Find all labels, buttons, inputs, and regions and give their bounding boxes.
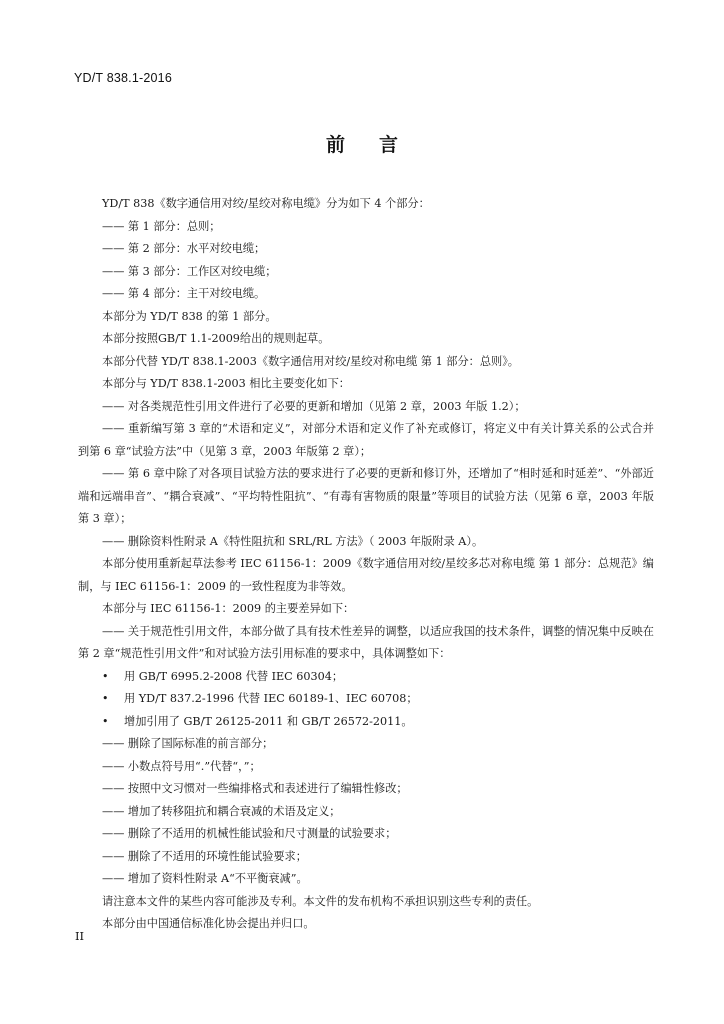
list-item-change-3: —— 第 6 章中除了对各项目试验方法的要求进行了必要的更新和修订外，还增加了“相时延和时延差”、“外部近端和远端串音”、“耦合衰减”、“平均特性阻抗”、“有毒有害物质的限量”等项目的试验方法（见第 6 章，2003 年版第 3 章）；: [78, 467, 654, 525]
standard-code: YD/T 838.1-2016: [74, 71, 172, 85]
list-item-part-4: —— 第 4 部分：主干对绞电缆。: [102, 287, 266, 300]
paragraph-drafting-rules: 本部分按照GB/T 1.1-2009给出的规则起草。: [102, 332, 330, 345]
paragraph-replaces: 本部分代替 YD/T 838.1-2003《数字通信用对绞/星绞对称电缆 第 1 部分：总则》。: [102, 354, 519, 368]
list-item-difference-1: —— 关于规范性引用文件，本部分做了具有技术性差异的调整，以适应我国的技术条件，调整的情况集中反映在第 2 章“规范性引用文件”和对试验方法引用标准的要求中，具体调整如下：: [78, 624, 654, 660]
list-item-change-2: —— 重新编写第 3 章的“术语和定义”，对部分术语和定义作了补充或修订，将定义中有关计算关系的公式合并到第 6 章“试验方法”中（见第 3 章，2003 年版第 2 章）；: [78, 422, 654, 458]
paragraph-part-statement: 本部分为 YD/T 838 的第 1 部分。: [102, 309, 277, 323]
bullet-item-1: • 用 GB/T 6995.2-2008 代替 IEC 60304；: [78, 666, 654, 689]
paragraph-differences-intro: 本部分与 IEC 61156-1：2009 的主要差异如下：: [102, 602, 355, 615]
list-item-change-4: —— 删除资料性附录 A《特性阻抗和 SRL/RL 方法》（ 2003 年版附录 A）。: [102, 534, 484, 548]
list-item-difference-6: —— 删除了不适用的机械性能试验和尺寸测量的试验要求；: [102, 827, 397, 840]
list-item-part-3: —— 第 3 部分：工作区对绞电缆；: [102, 264, 277, 278]
list-item-difference-7: —— 删除了不适用的环境性能试验要求；: [102, 849, 307, 863]
paragraph-iec-reference: 本部分使用重新起草法参考 IEC 61156-1：2009《数字通信用对绞/星绞多芯对称电缆 第 1 部分：总规范》编制，与 IEC 61156-1：2009 的一致性程度为非等效。: [78, 557, 654, 593]
list-item-part-2: —— 第 2 部分：水平对绞电缆；: [102, 242, 266, 255]
paragraph-patent-notice: 请注意本文件的某些内容可能涉及专利。本文件的发布机构不承担识别这些专利的责任。: [102, 894, 539, 908]
page-title: 前言: [325, 134, 432, 156]
paragraph-changes-intro: 本部分与 YD/T 838.1-2003 相比主要变化如下：: [102, 377, 350, 390]
list-item-difference-4: —— 按照中文习惯对一些编排格式和表述进行了编辑性修改；: [102, 782, 408, 795]
page-number: II: [75, 929, 85, 943]
bullet-item-2: • 用 YD/T 837.2-1996 代替 IEC 60189-1、IEC 60708；: [78, 688, 654, 711]
paragraph-intro: YD/T 838《数字通信用对绞/星绞对称电缆》分为如下 4 个部分：: [102, 197, 430, 210]
list-item-part-1: —— 第 1 部分：总则；: [102, 219, 221, 233]
list-item-change-1: —— 对各类规范性引用文件进行了必要的更新和增加（见第 2 章，2003 年版 1.2）；: [102, 399, 526, 413]
paragraph-proposed-by: 本部分由中国通信标准化协会提出并归口。: [102, 917, 315, 930]
list-item-difference-3: —— 小数点符号用“.”代替“，”；: [102, 759, 261, 773]
foreword-body: [78, 193, 654, 936]
bullet-item-3: • 增加引用了 GB/T 26125-2011 和 GB/T 26572-2011。: [78, 711, 654, 734]
list-item-difference-5: —— 增加了转移阻抗和耦合衰减的术语及定义；: [102, 804, 341, 818]
list-item-difference-8: —— 增加了资料性附录 A“不平衡衰减”。: [102, 872, 308, 885]
list-item-difference-2: —— 删除了国际标准的前言部分；: [102, 737, 274, 750]
